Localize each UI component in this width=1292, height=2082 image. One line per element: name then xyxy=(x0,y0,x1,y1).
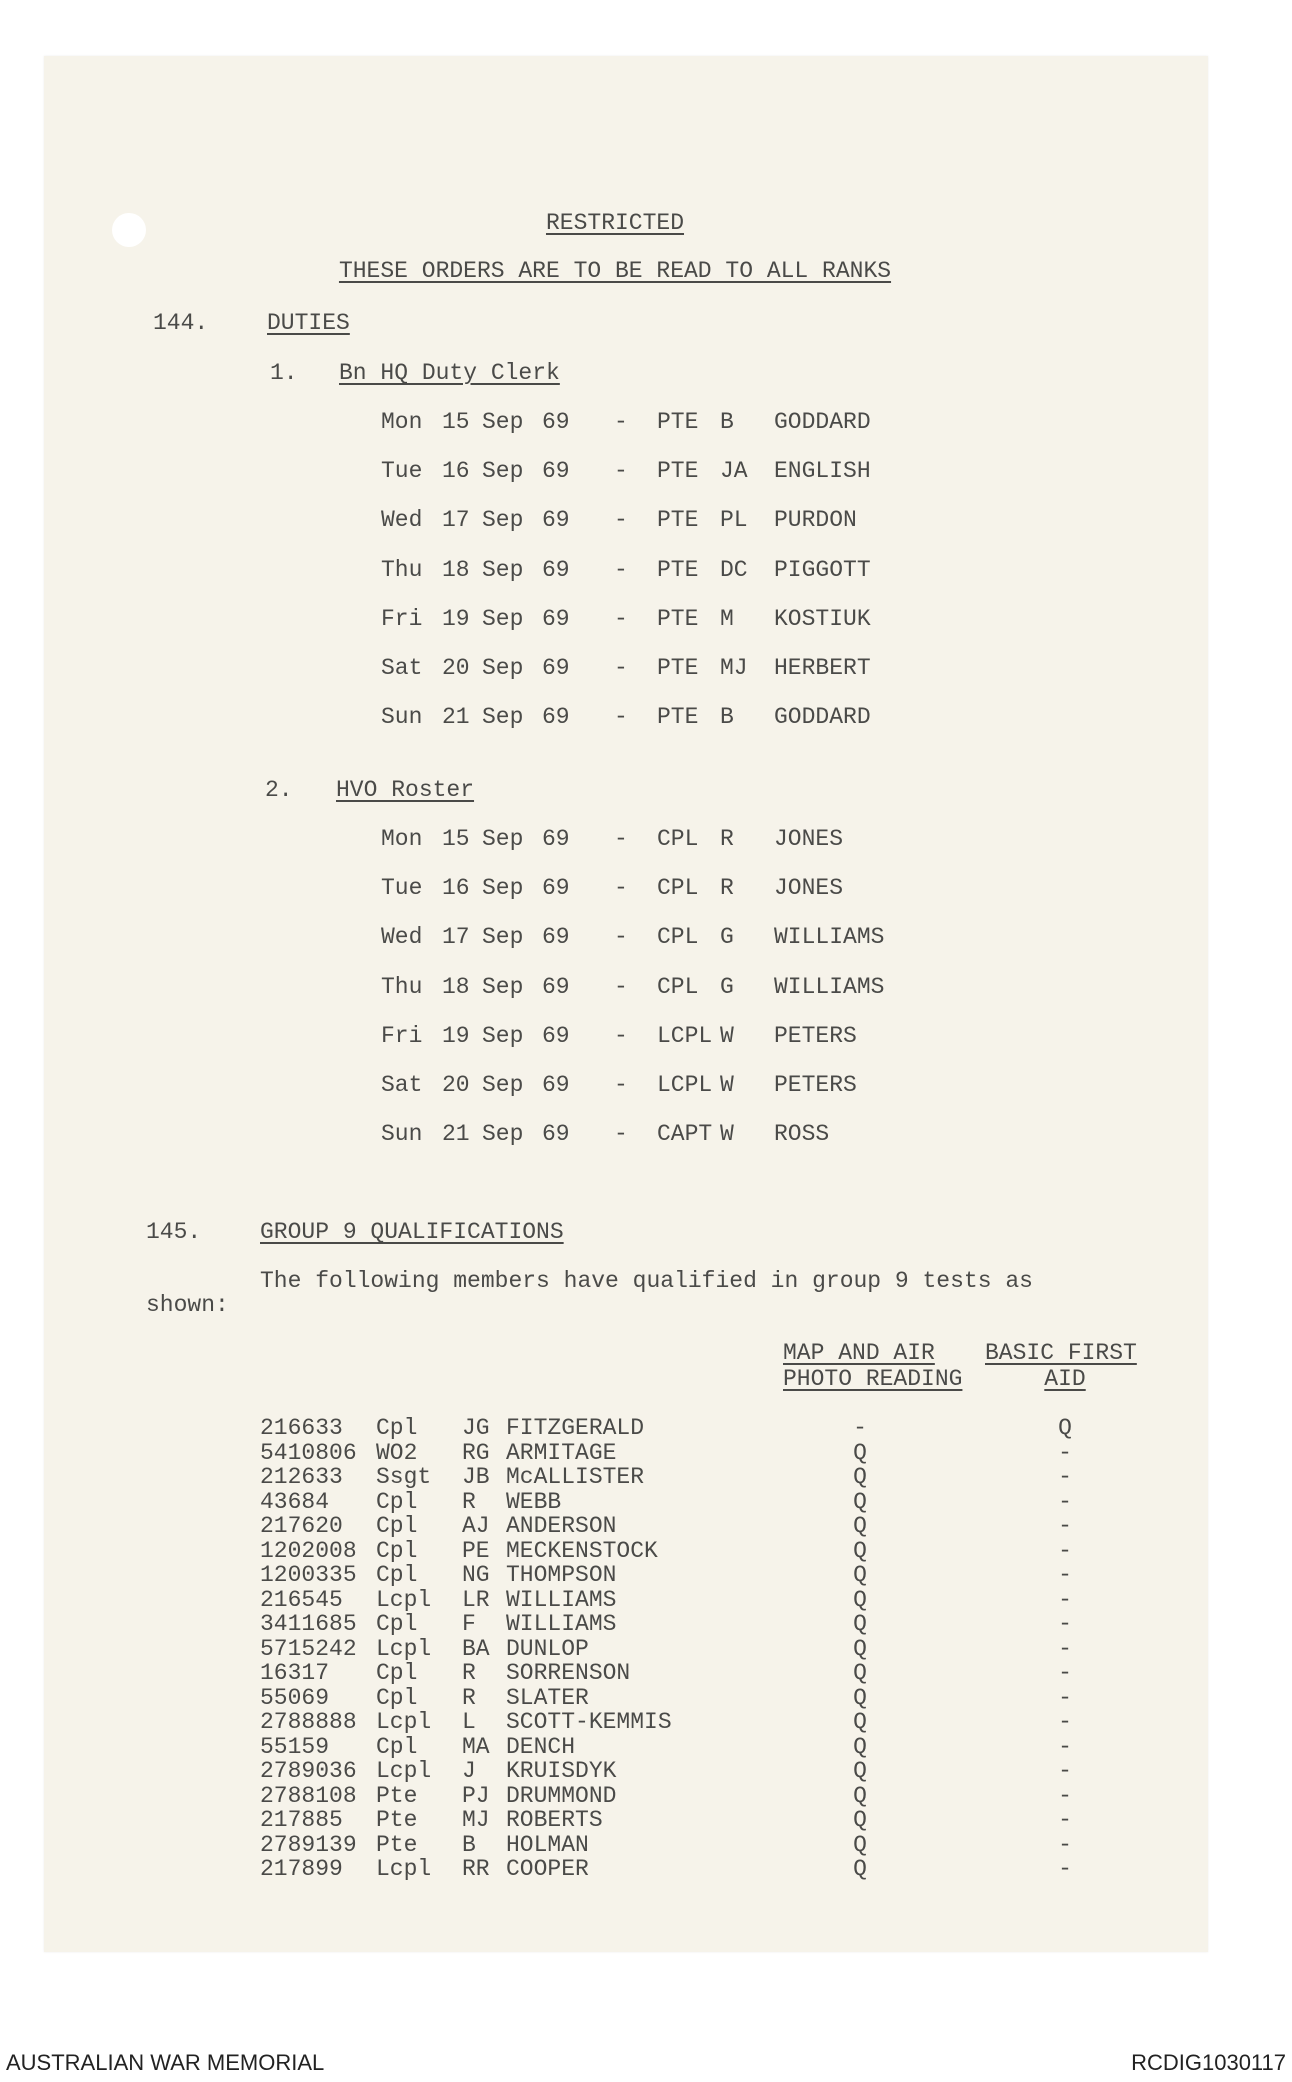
map-reading-result: Q xyxy=(853,1562,867,1588)
roster-rank: PTE xyxy=(657,556,699,583)
surname: THOMPSON xyxy=(506,1562,617,1588)
roster-date: 16 xyxy=(442,875,470,902)
initials: NG xyxy=(462,1562,490,1588)
rank: Lcpl xyxy=(376,1586,432,1613)
roster-year: 69 xyxy=(542,1121,570,1148)
first-aid-result: - xyxy=(1058,1464,1072,1490)
map-reading-result: Q xyxy=(853,1488,867,1515)
rank: Cpl xyxy=(376,1660,418,1686)
surname: ROBERTS xyxy=(506,1807,603,1833)
rank: Lcpl xyxy=(376,1635,432,1662)
initials: JB xyxy=(462,1464,490,1490)
rank: Cpl xyxy=(376,1513,418,1539)
roster-initials: R xyxy=(720,875,734,902)
first-aid-result: - xyxy=(1058,1439,1072,1466)
rank: Cpl xyxy=(376,1611,418,1637)
map-reading-result: Q xyxy=(853,1807,867,1833)
map-reading-result: Q xyxy=(853,1635,867,1662)
initials: J xyxy=(462,1758,476,1784)
roster-day: Thu xyxy=(381,973,423,1000)
surname: WILLIAMS xyxy=(506,1611,617,1637)
first-aid-result: - xyxy=(1058,1635,1072,1662)
rank: Lcpl xyxy=(376,1856,432,1882)
map-reading-result: Q xyxy=(853,1856,867,1882)
roster-rank: CPL xyxy=(657,973,699,1000)
roster-month: Sep xyxy=(482,458,524,485)
roster-initials: W xyxy=(720,1072,734,1098)
rank: Cpl xyxy=(376,1684,418,1711)
roster-year: 69 xyxy=(542,507,570,534)
roster-surname: JONES xyxy=(774,875,844,902)
initials: F xyxy=(462,1611,476,1637)
roster-rank: LCPL xyxy=(657,1022,713,1049)
roster-day: Sat xyxy=(381,1072,423,1098)
rank: Ssgt xyxy=(376,1464,432,1490)
service-number: 2788108 xyxy=(260,1782,357,1809)
initials: AJ xyxy=(462,1513,490,1539)
roster-rank: LCPL xyxy=(657,1072,713,1098)
service-number: 1202008 xyxy=(260,1537,357,1564)
rank: Cpl xyxy=(376,1562,418,1588)
first-aid-result: - xyxy=(1058,1733,1072,1760)
subsection-title: HVO Roster xyxy=(336,777,475,803)
service-number: 212633 xyxy=(260,1464,343,1490)
roster-day: Mon xyxy=(381,826,423,852)
initials: PE xyxy=(462,1537,490,1564)
roster-surname: ROSS xyxy=(774,1121,830,1148)
initials: MJ xyxy=(462,1807,490,1833)
roster-month: Sep xyxy=(482,1072,524,1098)
roster-date: 17 xyxy=(442,507,470,534)
section-title: DUTIES xyxy=(267,310,350,336)
dash-separator: - xyxy=(614,605,628,632)
surname: MECKENSTOCK xyxy=(506,1537,658,1564)
dash-separator: - xyxy=(614,507,628,534)
dash-separator: - xyxy=(614,826,628,852)
roster-month: Sep xyxy=(482,826,524,852)
first-aid-result: - xyxy=(1058,1537,1072,1564)
roster-rank: PTE xyxy=(657,507,699,534)
first-aid-result: Q xyxy=(1058,1415,1072,1441)
first-aid-result: - xyxy=(1058,1807,1072,1833)
roster-year: 69 xyxy=(542,826,570,852)
surname: McALLISTER xyxy=(506,1464,645,1490)
map-reading-result: Q xyxy=(853,1684,867,1711)
roster-rank: PTE xyxy=(657,655,699,681)
map-reading-result: Q xyxy=(853,1758,867,1784)
initials: BA xyxy=(462,1635,490,1662)
service-number: 2788888 xyxy=(260,1709,357,1735)
surname: ANDERSON xyxy=(506,1513,617,1539)
initials: B xyxy=(462,1831,476,1858)
roster-surname: PETERS xyxy=(774,1072,857,1098)
roster-initials: M xyxy=(720,605,734,632)
map-reading-result: Q xyxy=(853,1660,867,1686)
roster-surname: HERBERT xyxy=(774,655,871,681)
roster-day: Fri xyxy=(381,605,423,632)
dash-separator: - xyxy=(614,1072,628,1098)
roster-month: Sep xyxy=(482,875,524,902)
dash-separator: - xyxy=(614,875,628,902)
roster-date: 20 xyxy=(442,1072,470,1098)
surname: SCOTT-KEMMIS xyxy=(506,1709,672,1735)
dash-separator: - xyxy=(614,1121,628,1148)
subsection-title: Bn HQ Duty Clerk xyxy=(339,360,560,386)
first-aid-result: - xyxy=(1058,1856,1072,1882)
first-aid-result: - xyxy=(1058,1758,1072,1784)
read-notice: THESE ORDERS ARE TO BE READ TO ALL RANKS xyxy=(338,258,892,284)
col-header-aid: BASIC FIRST xyxy=(985,1340,1137,1366)
surname: WILLIAMS xyxy=(506,1586,617,1613)
roster-month: Sep xyxy=(482,973,524,1000)
roster-date: 17 xyxy=(442,924,470,951)
map-reading-result: Q xyxy=(853,1464,867,1490)
roster-day: Wed xyxy=(381,924,423,951)
rank: Pte xyxy=(376,1807,418,1833)
map-reading-result: Q xyxy=(853,1831,867,1858)
service-number: 217885 xyxy=(260,1807,343,1833)
roster-surname: KOSTIUK xyxy=(774,605,871,632)
col-header-map: MAP AND AIR xyxy=(783,1340,935,1366)
first-aid-result: - xyxy=(1058,1611,1072,1637)
roster-day: Wed xyxy=(381,507,423,534)
roster-year: 69 xyxy=(542,1072,570,1098)
service-number: 5410806 xyxy=(260,1439,357,1466)
roster-year: 69 xyxy=(542,924,570,951)
map-reading-result: Q xyxy=(853,1782,867,1809)
roster-year: 69 xyxy=(542,1022,570,1049)
first-aid-result: - xyxy=(1058,1684,1072,1711)
roster-date: 19 xyxy=(442,605,470,632)
roster-day: Fri xyxy=(381,1022,423,1049)
service-number: 5715242 xyxy=(260,1635,357,1662)
roster-day: Mon xyxy=(381,409,423,435)
map-reading-result: Q xyxy=(853,1611,867,1637)
roster-date: 16 xyxy=(442,458,470,485)
roster-surname: ENGLISH xyxy=(774,458,871,485)
map-reading-result: Q xyxy=(853,1733,867,1760)
dash-separator: - xyxy=(614,973,628,1000)
roster-initials: JA xyxy=(720,458,748,485)
dash-separator: - xyxy=(614,704,628,731)
roster-initials: G xyxy=(720,973,734,1000)
intro-text-cont: shown: xyxy=(146,1292,229,1318)
roster-year: 69 xyxy=(542,556,570,583)
roster-rank: CPL xyxy=(657,826,699,852)
dash-separator: - xyxy=(614,924,628,951)
roster-month: Sep xyxy=(482,1022,524,1049)
roster-month: Sep xyxy=(482,704,524,731)
first-aid-result: - xyxy=(1058,1562,1072,1588)
roster-month: Sep xyxy=(482,409,524,435)
roster-surname: WILLIAMS xyxy=(774,924,885,951)
first-aid-result: - xyxy=(1058,1709,1072,1735)
roster-rank: PTE xyxy=(657,458,699,485)
roster-initials: W xyxy=(720,1022,734,1049)
surname: SLATER xyxy=(506,1684,589,1711)
roster-day: Thu xyxy=(381,556,423,583)
initials: R xyxy=(462,1684,476,1711)
roster-year: 69 xyxy=(542,875,570,902)
col-header-aid: AID xyxy=(1044,1366,1086,1392)
roster-month: Sep xyxy=(482,507,524,534)
roster-surname: PURDON xyxy=(774,507,857,534)
roster-initials: MJ xyxy=(720,655,748,681)
rank: WO2 xyxy=(376,1439,418,1466)
service-number: 3411685 xyxy=(260,1611,357,1637)
roster-year: 69 xyxy=(542,973,570,1000)
dash-separator: - xyxy=(614,409,628,435)
roster-day: Tue xyxy=(381,458,423,485)
service-number: 2789036 xyxy=(260,1758,357,1784)
rank: Pte xyxy=(376,1831,418,1858)
roster-day: Sun xyxy=(381,704,423,731)
roster-month: Sep xyxy=(482,605,524,632)
roster-month: Sep xyxy=(482,1121,524,1148)
col-header-map: PHOTO READING xyxy=(783,1366,963,1392)
rank: Cpl xyxy=(376,1537,418,1564)
roster-surname: GODDARD xyxy=(774,409,871,435)
dash-separator: - xyxy=(614,655,628,681)
surname: FITZGERALD xyxy=(506,1415,645,1441)
roster-surname: GODDARD xyxy=(774,704,871,731)
roster-rank: CPL xyxy=(657,875,699,902)
first-aid-result: - xyxy=(1058,1660,1072,1686)
first-aid-result: - xyxy=(1058,1488,1072,1515)
roster-date: 20 xyxy=(442,655,470,681)
service-number: 16317 xyxy=(260,1660,330,1686)
rank: Cpl xyxy=(376,1488,418,1515)
section-number: 145. xyxy=(146,1219,202,1245)
initials: R xyxy=(462,1488,476,1515)
roster-day: Sat xyxy=(381,655,423,681)
roster-initials: G xyxy=(720,924,734,951)
service-number: 1200335 xyxy=(260,1562,357,1588)
roster-day: Sun xyxy=(381,1121,423,1148)
initials: R xyxy=(462,1660,476,1686)
roster-initials: DC xyxy=(720,556,748,583)
roster-date: 18 xyxy=(442,556,470,583)
roster-year: 69 xyxy=(542,409,570,435)
first-aid-result: - xyxy=(1058,1513,1072,1539)
service-number: 2789139 xyxy=(260,1831,357,1858)
roster-month: Sep xyxy=(482,924,524,951)
roster-month: Sep xyxy=(482,655,524,681)
map-reading-result: - xyxy=(853,1415,867,1441)
first-aid-result: - xyxy=(1058,1586,1072,1613)
roster-initials: B xyxy=(720,409,734,435)
initials: LR xyxy=(462,1586,490,1613)
section-number: 144. xyxy=(153,310,209,336)
roster-day: Tue xyxy=(381,875,423,902)
punch-hole xyxy=(112,213,146,247)
surname: COOPER xyxy=(506,1856,589,1882)
service-number: 216633 xyxy=(260,1415,343,1441)
roster-date: 15 xyxy=(442,409,470,435)
roster-date: 15 xyxy=(442,826,470,852)
first-aid-result: - xyxy=(1058,1831,1072,1858)
footer-source: AUSTRALIAN WAR MEMORIAL xyxy=(6,2050,325,2075)
rank: Cpl xyxy=(376,1733,418,1760)
roster-date: 21 xyxy=(442,1121,470,1148)
roster-rank: PTE xyxy=(657,409,699,435)
dash-separator: - xyxy=(614,458,628,485)
service-number: 55159 xyxy=(260,1733,330,1760)
surname: HOLMAN xyxy=(506,1831,589,1858)
roster-initials: PL xyxy=(720,507,748,534)
service-number: 217620 xyxy=(260,1513,343,1539)
roster-initials: B xyxy=(720,704,734,731)
initials: RG xyxy=(462,1439,490,1466)
surname: ARMITAGE xyxy=(506,1439,617,1466)
first-aid-result: - xyxy=(1058,1782,1072,1809)
roster-rank: CAPT xyxy=(657,1121,713,1148)
map-reading-result: Q xyxy=(853,1586,867,1613)
initials: JG xyxy=(462,1415,490,1441)
subsection-number: 2. xyxy=(265,777,293,803)
roster-surname: PETERS xyxy=(774,1022,857,1049)
rank: Cpl xyxy=(376,1415,418,1441)
service-number: 216545 xyxy=(260,1586,343,1613)
roster-date: 18 xyxy=(442,973,470,1000)
intro-text: The following members have qualified in group 9 tests as xyxy=(260,1268,1033,1294)
roster-rank: PTE xyxy=(657,605,699,632)
roster-initials: R xyxy=(720,826,734,852)
classification-heading: RESTRICTED xyxy=(545,210,685,236)
section-title: GROUP 9 QUALIFICATIONS xyxy=(260,1219,564,1245)
roster-date: 21 xyxy=(442,704,470,731)
service-number: 55069 xyxy=(260,1684,330,1711)
initials: PJ xyxy=(462,1782,490,1809)
dash-separator: - xyxy=(614,556,628,583)
roster-year: 69 xyxy=(542,704,570,731)
surname: DRUMMOND xyxy=(506,1782,617,1809)
dash-separator: - xyxy=(614,1022,628,1049)
initials: RR xyxy=(462,1856,490,1882)
roster-year: 69 xyxy=(542,605,570,632)
roster-date: 19 xyxy=(442,1022,470,1049)
surname: DENCH xyxy=(506,1733,576,1760)
rank: Lcpl xyxy=(376,1758,432,1784)
map-reading-result: Q xyxy=(853,1537,867,1564)
map-reading-result: Q xyxy=(853,1709,867,1735)
surname: KRUISDYK xyxy=(506,1758,617,1784)
roster-surname: JONES xyxy=(774,826,844,852)
initials: MA xyxy=(462,1733,490,1760)
map-reading-result: Q xyxy=(853,1439,867,1466)
roster-year: 69 xyxy=(542,458,570,485)
footer-id: RCDIG1030117 xyxy=(1131,2050,1286,2075)
surname: SORRENSON xyxy=(506,1660,631,1686)
map-reading-result: Q xyxy=(853,1513,867,1539)
rank: Pte xyxy=(376,1782,418,1809)
roster-initials: W xyxy=(720,1121,734,1148)
subsection-number: 1. xyxy=(270,360,298,386)
roster-surname: PIGGOTT xyxy=(774,556,871,583)
surname: WEBB xyxy=(506,1488,562,1515)
roster-month: Sep xyxy=(482,556,524,583)
service-number: 217899 xyxy=(260,1856,343,1882)
roster-year: 69 xyxy=(542,655,570,681)
surname: DUNLOP xyxy=(506,1635,589,1662)
roster-rank: PTE xyxy=(657,704,699,731)
service-number: 43684 xyxy=(260,1488,330,1515)
rank: Lcpl xyxy=(376,1709,432,1735)
initials: L xyxy=(462,1709,476,1735)
roster-surname: WILLIAMS xyxy=(774,973,885,1000)
roster-rank: CPL xyxy=(657,924,699,951)
